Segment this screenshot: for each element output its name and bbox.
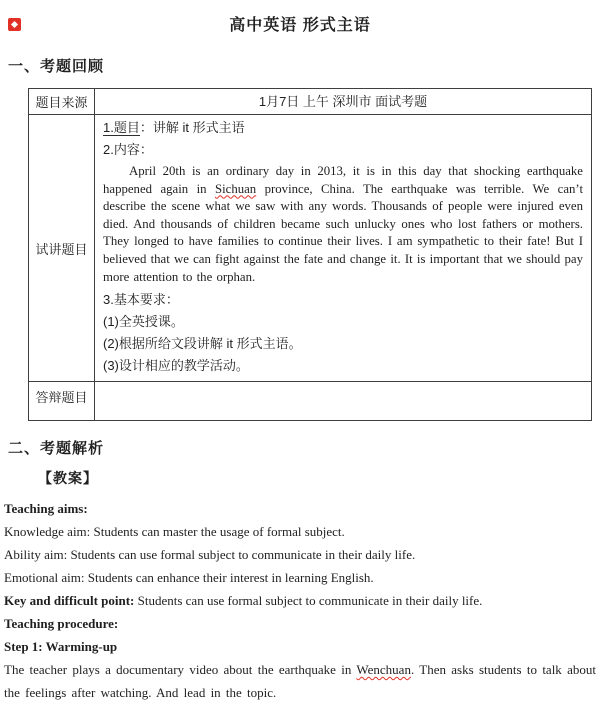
knowledge-aim-line: Knowledge aim: Students can master the usage of formal subject. [4, 524, 345, 540]
lecture-item2: 2.内容： [103, 142, 153, 157]
step1-text-1: The teacher plays a documentary video about the earthquake in [4, 662, 357, 678]
lecture-label-cell: 试讲题目 [29, 115, 95, 382]
lesson-plan-body [4, 497, 596, 704]
key-point-label: Key and difficult point: [4, 593, 135, 609]
defense-label-cell: 答辩题目 [29, 382, 95, 421]
spellcheck-word-sichuan: Sichuan [214, 181, 257, 196]
step1-heading: Step 1: Warming-up [4, 639, 118, 655]
document-page [0, 12, 600, 704]
key-point-line [4, 589, 596, 612]
source-label-cell: 题目来源 [29, 89, 95, 115]
step1-text-2: . Then asks students to talk about the feelings after watching. And lead in the topic. [4, 662, 596, 701]
ability-aim-line: Ability aim: Students can use formal subject to communicate in their daily life. [4, 547, 416, 563]
lecture-req2: (2)根据所给文段讲解 it 形式主语。 [103, 336, 302, 352]
table-row-source [29, 89, 592, 115]
source-value-cell: 1月7日 上午 深圳市 面试考题 [95, 89, 592, 115]
exam-question-table [28, 88, 592, 421]
teaching-procedure-heading: Teaching procedure: [4, 616, 119, 632]
step1-paragraph [4, 658, 596, 704]
table-row-lecture [29, 115, 592, 382]
teaching-aims-heading: Teaching aims: [4, 501, 88, 517]
red-badge-icon [8, 18, 21, 31]
lecture-item1-number: 1.题目 [103, 120, 140, 135]
lecture-item1 [103, 117, 583, 139]
lecture-item3: 3.基本要求： [103, 292, 179, 308]
section-heading-review: 一、考题回顾 [8, 58, 105, 75]
lesson-plan-label: 【教案】 [38, 470, 98, 487]
passage-text-2: province, China. The earthquake was terrible. We can’t describe the scene what we saw with any words. Thousands of people were injured even died. And thousands of children became such unlucky ones who lost fathers or mothers. They longed to have families to continue their lives. I am sympathetic to their fate! But I believed that we can fight against the fate and change it. It is important that we should pay more attention to the orphan. [103, 181, 583, 284]
key-point-text: Students can use formal subject to communicate in their daily life. [134, 593, 483, 609]
defense-value-cell [95, 382, 592, 421]
table-row-defense [29, 382, 592, 421]
lecture-item1-text: ：讲解 it 形式主语 [139, 120, 245, 135]
lecture-req3: (3)设计相应的教学活动。 [103, 358, 249, 374]
emotional-aim-line: Emotional aim: Students can enhance their interest in learning English. [4, 570, 374, 586]
lecture-value-cell [95, 115, 592, 382]
section-heading-analysis: 二、考题解析 [8, 440, 105, 458]
lecture-passage [103, 163, 583, 286]
spellcheck-word-wenchuan: Wenchuan [356, 662, 411, 678]
page-title: 高中英语 形式主语 [229, 17, 371, 34]
passage-text-1: April 20th is an ordinary day in 2013, it is in this day that shocking earthquake happened again in [103, 164, 583, 196]
lecture-req1: (1)全英授课。 [103, 314, 184, 330]
